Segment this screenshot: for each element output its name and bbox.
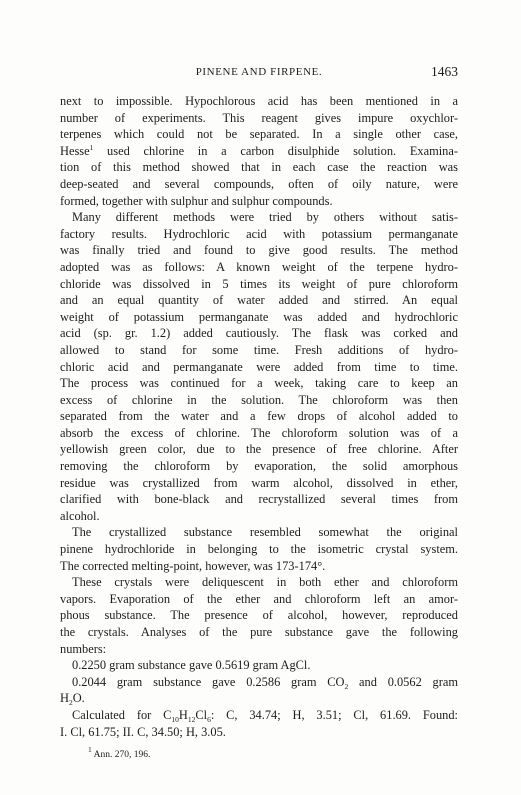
- footnote-number: 1: [88, 745, 92, 754]
- text-line: separated from the water and a few drops of alcohol added to: [60, 409, 458, 424]
- text-line: clarified with bone-black and recrystallized several times from: [60, 492, 458, 507]
- text-line: absorb the excess of chlorine. The chloroform solution was of a: [60, 425, 458, 440]
- text-line: tion of this method showed that in each case the reaction was: [60, 160, 458, 175]
- text-line: factory results. Hydrochloric acid with potassium permanganate: [60, 226, 458, 241]
- text-line: chloride was dissolved in 5 times its weight of pure chloroform: [60, 276, 458, 291]
- text-line: residue was crystallized from warm alcohol, dissolved in ether,: [60, 475, 458, 490]
- text-line: and an equal quantity of water added and stirred. An equal: [60, 293, 458, 308]
- page-number: 1463: [431, 64, 458, 79]
- text-line: yellowish green color, due to the presence of free chlorine. After: [60, 442, 458, 457]
- text-line: allowed to stand for some time. Fresh additions of hydro-: [60, 342, 458, 357]
- analysis-line: 0.2044 gram substance gave 0.2586 gram $CO_2$ and 0.0562 gram: [72, 674, 458, 691]
- text-line: The corrected melting-point, however, was 173-174°.: [60, 558, 326, 573]
- text-line: terpenes which could not be separated. In a single other case,: [60, 127, 458, 142]
- footnote-ref: 1: [89, 142, 94, 152]
- text-line: weight of potassium permanganate was added and hydrochloric: [60, 309, 458, 324]
- text-line: adopted was as follows: A known weight of the terpene hydro-: [60, 259, 458, 274]
- text-line: $H_2O$.: [60, 691, 85, 708]
- text-line: vapors. Evaporation of the ether and chloroform left an amor-: [60, 591, 458, 606]
- text-line: the crystals. Analyses of the pure substance gave the following: [60, 625, 458, 639]
- text-line: chloric acid and permanganate were added from time to time.: [60, 359, 458, 374]
- text-line: Many different methods were tried by others without satis-: [72, 210, 458, 225]
- text-line: phous substance. The presence of alcohol, however, reproduced: [60, 608, 458, 623]
- page-header: [60, 66, 458, 86]
- text-line: number of experiments. This reagent gives impure oxychlor-: [60, 110, 458, 125]
- text-line: The process was continued for a week, taking care to keep an: [60, 376, 458, 391]
- text-line: alcohol.: [60, 508, 100, 523]
- text-line: acid (sp. gr. 1.2) added cautiously. The flask was corked and: [60, 326, 458, 341]
- text-line: The crystallized substance resembled somewhat the original: [72, 525, 458, 540]
- text-line: was finally tried and found to give good results. The method: [60, 243, 458, 258]
- footnote: $^1$ Ann. 270, 196.: [88, 745, 151, 760]
- text-line: pinene hydrochloride in belonging to the isometric crystal system.: [60, 542, 458, 557]
- analysis-line: 0.2250 gram substance gave 0.5619 gram AgCl.: [72, 658, 311, 673]
- text-line: These crystals were deliquescent in both ether and chloroform: [72, 575, 458, 590]
- text-line: excess of chlorine in the solution. The chloroform was then: [60, 392, 458, 407]
- text-line: I. Cl, 61.75; II. C, 34.50; H, 3.05.: [60, 724, 226, 739]
- body-text: [60, 93, 458, 740]
- text-line: next to impossible. Hypochlorous acid has been mentioned in a: [60, 94, 458, 108]
- text-line: deep-seated and several compounds, often of oily nature, were: [60, 176, 458, 191]
- text-line: Hesse$^1$ used chlorine in a carbon disulphide solution. Examina-: [60, 142, 458, 158]
- text-line: removing the chloroform by evaporation, the solid amorphous: [60, 459, 458, 474]
- text-line: numbers:: [60, 641, 107, 656]
- text-line: formed, together with sulphur and sulphur compounds.: [60, 193, 333, 208]
- calculation-line: Calculated for $C_{10}H_{12}Cl_6$: C, 34.74; H, 3.51; Cl, 61.69. Found:: [72, 707, 458, 724]
- running-title: PINENE AND FIRPENE.: [195, 66, 323, 78]
